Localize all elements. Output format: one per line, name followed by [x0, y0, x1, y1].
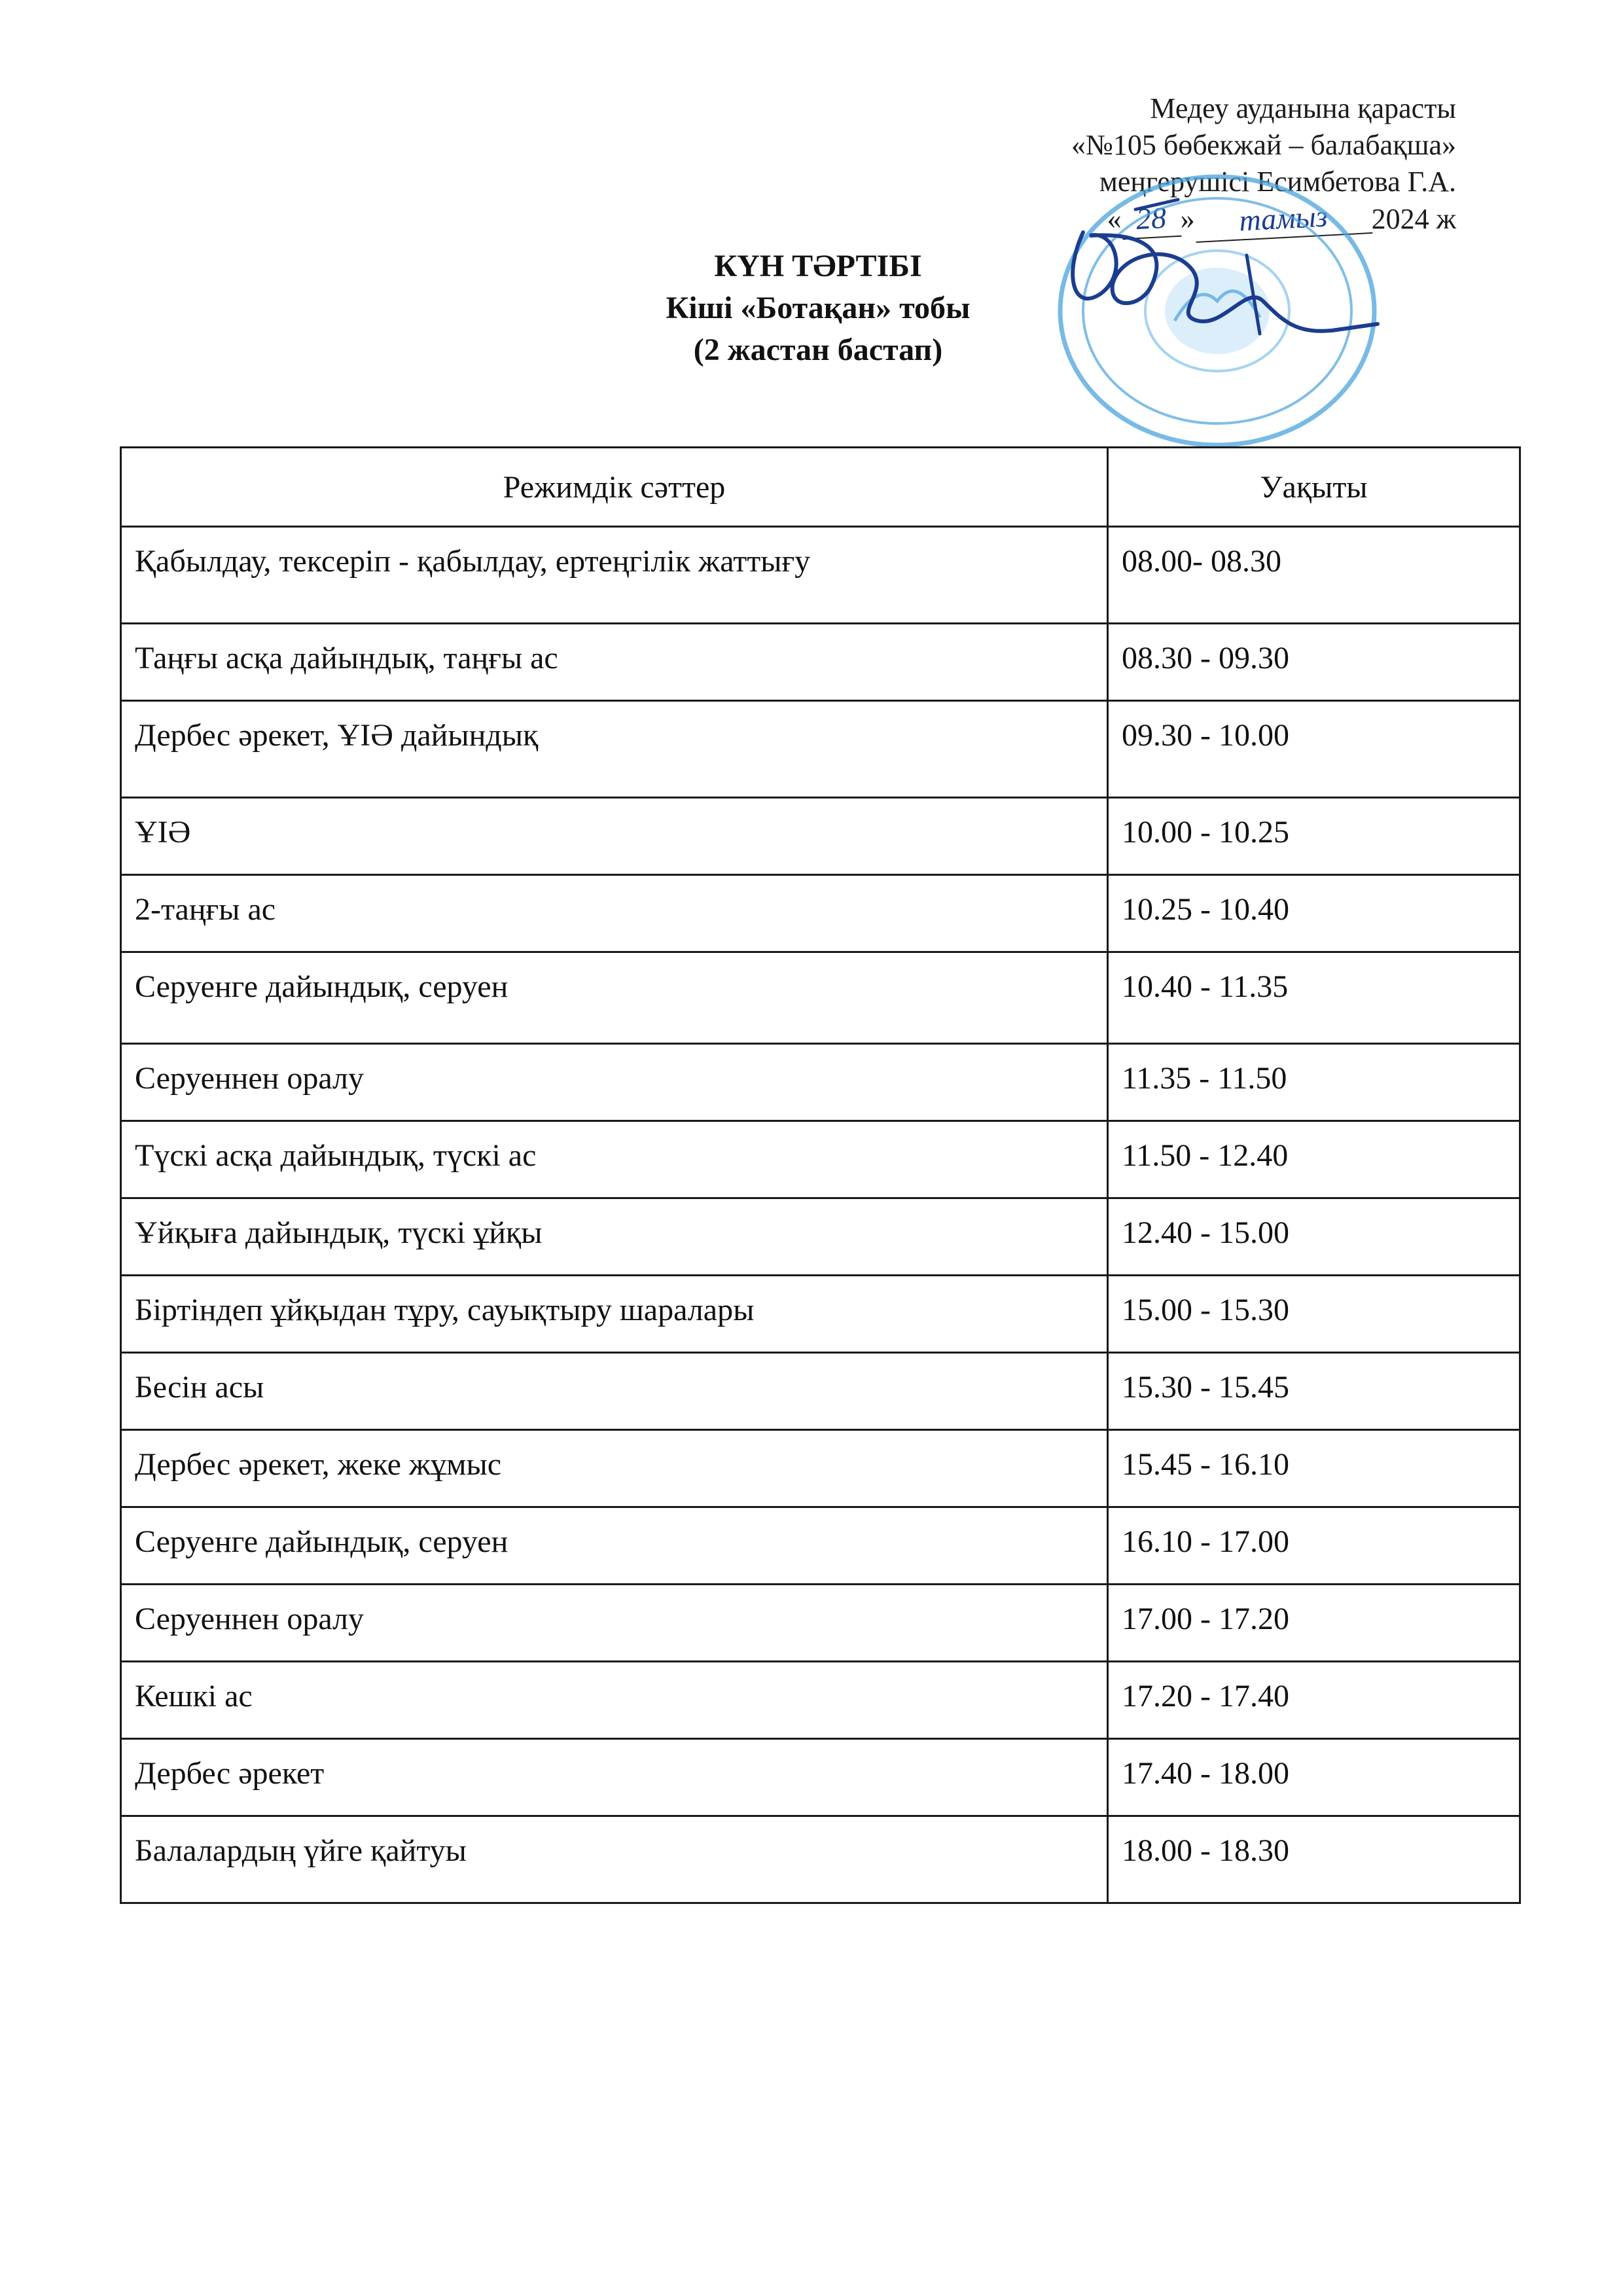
table-row — [121, 1198, 1520, 1276]
activity-cell: Түскі асқа дайындық, түскі ас — [121, 1121, 1108, 1198]
age-subtitle: (2 жастан бастап) — [693, 332, 943, 367]
time-cell: 17.00 - 17.20 — [1108, 1585, 1520, 1662]
table-row — [121, 1353, 1520, 1430]
time-cell: 11.50 - 12.40 — [1108, 1121, 1520, 1198]
title-block — [491, 245, 1145, 371]
activity-cell: Дербес әрекет, ҰІӘ дайындық — [121, 701, 1108, 798]
time-cell: 10.00 - 10.25 — [1108, 798, 1520, 875]
header-time: Уақыты — [1108, 448, 1520, 527]
time-cell: 11.35 - 11.50 — [1108, 1044, 1520, 1121]
table-row — [121, 1121, 1520, 1198]
table-row — [121, 875, 1520, 952]
activity-cell: Дербес әрекет — [121, 1739, 1108, 1816]
activity-cell: Таңғы асқа дайындық, таңғы ас — [121, 624, 1108, 701]
table-row — [121, 798, 1520, 875]
date-year: 2024 ж — [1371, 203, 1456, 235]
approval-organization: «№105 бөбекжай – балабақша» — [1071, 129, 1456, 161]
page-title: КҮН ТӘРТІБІ — [714, 249, 922, 283]
approval-district: Медеу ауданына қарасты — [1150, 92, 1456, 124]
table-row — [121, 624, 1520, 701]
activity-cell: Кешкі ас — [121, 1662, 1108, 1739]
schedule-table — [120, 446, 1521, 1904]
time-cell: 15.00 - 15.30 — [1108, 1276, 1520, 1353]
table-row — [121, 1816, 1520, 1903]
table-row — [121, 701, 1520, 798]
time-cell: 10.40 - 11.35 — [1108, 952, 1520, 1044]
table-header-row — [121, 448, 1520, 527]
table-row — [121, 1739, 1520, 1816]
activity-cell: Ұйқыға дайындық, түскі ұйқы — [121, 1198, 1108, 1276]
time-cell: 18.00 - 18.30 — [1108, 1816, 1520, 1903]
date-open-quote: « — [1107, 203, 1122, 235]
time-cell: 15.45 - 16.10 — [1108, 1430, 1520, 1507]
activity-cell: Біртіндеп ұйқыдан тұру, сауықтыру шаралары — [121, 1276, 1108, 1353]
activity-cell: Серуеннен оралу — [121, 1044, 1108, 1121]
activity-cell: Дербес әрекет, жеке жұмыс — [121, 1430, 1108, 1507]
table-row — [121, 1662, 1520, 1739]
activity-cell: Балалардың үйге қайтуы — [121, 1816, 1108, 1903]
time-cell: 16.10 - 17.00 — [1108, 1507, 1520, 1585]
schedule-body — [121, 527, 1520, 1903]
time-cell: 08.00- 08.30 — [1108, 527, 1520, 624]
table-row — [121, 1276, 1520, 1353]
time-cell: 09.30 - 10.00 — [1108, 701, 1520, 798]
activity-cell: 2-таңғы ас — [121, 875, 1108, 952]
activity-cell: Бесін асы — [121, 1353, 1108, 1430]
activity-cell: Қабылдау, тексеріп - қабылдау, ертеңгілік жаттығу — [121, 527, 1108, 624]
table-row — [121, 1430, 1520, 1507]
activity-cell: ҰІӘ — [121, 798, 1108, 875]
approval-head: меңгерушісі Есимбетова Г.А. — [1099, 166, 1456, 198]
table-row — [121, 527, 1520, 624]
header-activity: Режимдік сәттер — [121, 448, 1108, 527]
activity-cell: Серуеннен оралу — [121, 1585, 1108, 1662]
group-name: Кіші «Ботақан» тобы — [666, 291, 971, 325]
table-row — [121, 1507, 1520, 1585]
time-cell: 15.30 - 15.45 — [1108, 1353, 1520, 1430]
table-row — [121, 1585, 1520, 1662]
table-row — [121, 952, 1520, 1044]
time-cell: 12.40 - 15.00 — [1108, 1198, 1520, 1276]
activity-cell: Серуенге дайындық, серуен — [121, 952, 1108, 1044]
date-day: 28 — [1120, 199, 1181, 240]
table-row — [121, 1044, 1520, 1121]
date-month: тамыз — [1194, 196, 1372, 243]
time-cell: 10.25 - 10.40 — [1108, 875, 1520, 952]
time-cell: 08.30 - 09.30 — [1108, 624, 1520, 701]
date-close-quote: » — [1180, 203, 1195, 235]
activity-cell: Серуенге дайындық, серуен — [121, 1507, 1108, 1585]
time-cell: 17.20 - 17.40 — [1108, 1662, 1520, 1739]
time-cell: 17.40 - 18.00 — [1108, 1739, 1520, 1816]
